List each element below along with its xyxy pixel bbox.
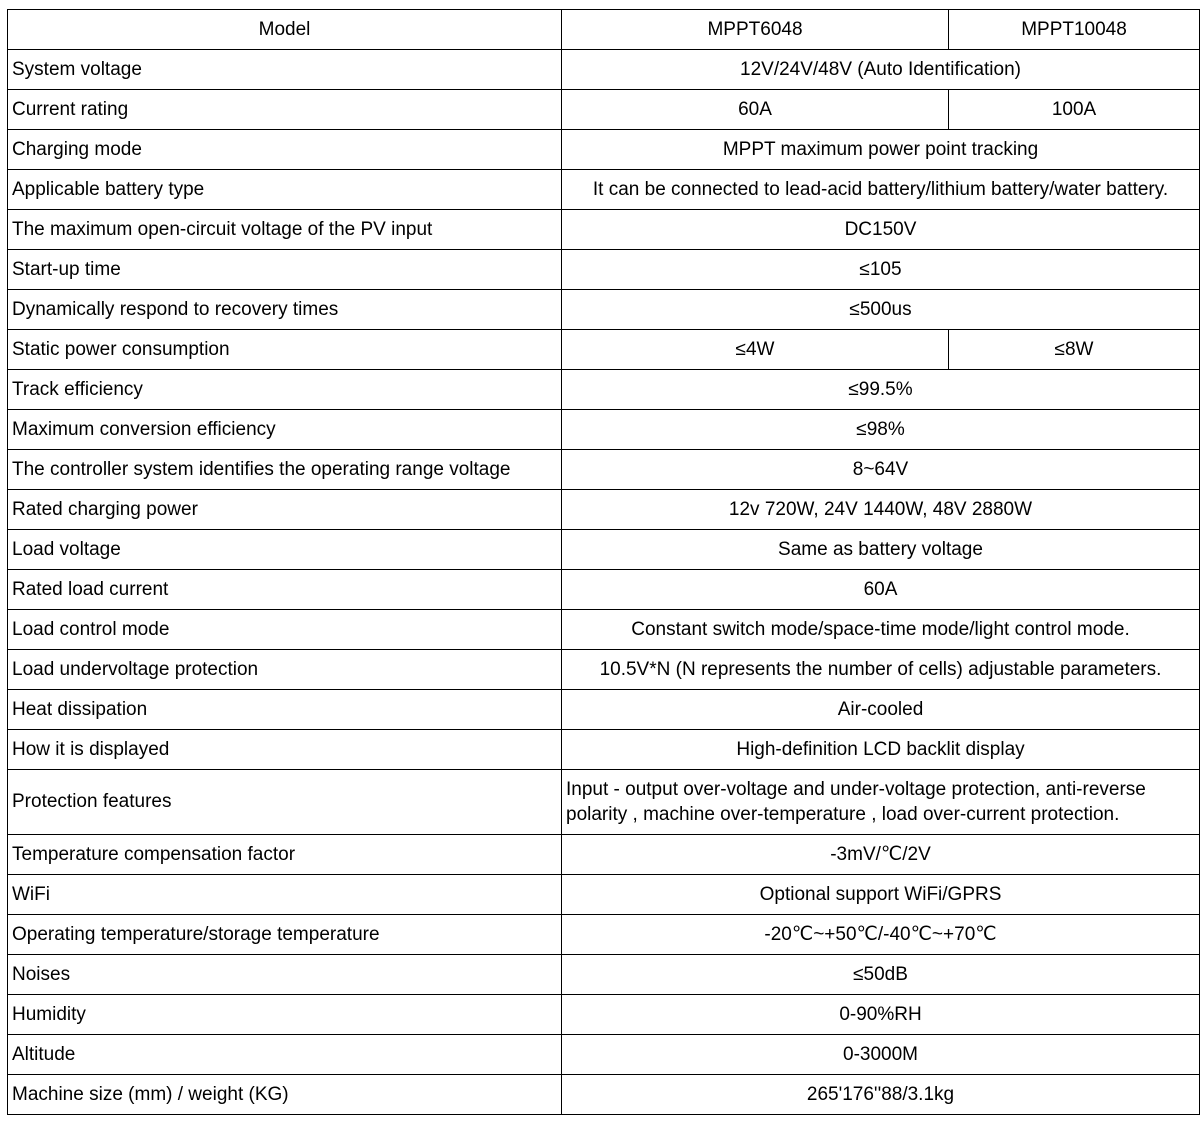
table-header-row bbox=[8, 10, 1200, 50]
row-label: Protection features bbox=[8, 770, 562, 835]
row-value: 8~64V bbox=[562, 450, 1200, 490]
row-label: Current rating bbox=[8, 90, 562, 130]
table-row bbox=[8, 835, 1200, 875]
model-b-header: MPPT10048 bbox=[949, 10, 1200, 50]
row-label: Machine size (mm) / weight (KG) bbox=[8, 1075, 562, 1115]
row-value: ≤500us bbox=[562, 290, 1200, 330]
row-label: Rated charging power bbox=[8, 490, 562, 530]
row-label: Rated load current bbox=[8, 570, 562, 610]
row-label: Heat dissipation bbox=[8, 690, 562, 730]
row-value: ≤99.5% bbox=[562, 370, 1200, 410]
row-value: -20℃~+50℃/-40℃~+70℃ bbox=[562, 915, 1200, 955]
row-label: Temperature compensation factor bbox=[8, 835, 562, 875]
table-row bbox=[8, 90, 1200, 130]
row-value: Input - output over-voltage and under-voltage protection, anti-reverse polarity , machine over-temperature , load over-current protection. bbox=[562, 770, 1200, 835]
table-row bbox=[8, 330, 1200, 370]
table-row bbox=[8, 490, 1200, 530]
row-label: Applicable battery type bbox=[8, 170, 562, 210]
row-label: Track efficiency bbox=[8, 370, 562, 410]
row-value-model-b: ≤8W bbox=[949, 330, 1200, 370]
row-label: Humidity bbox=[8, 995, 562, 1035]
table-row bbox=[8, 170, 1200, 210]
table-row bbox=[8, 370, 1200, 410]
row-label: Noises bbox=[8, 955, 562, 995]
row-label: Static power consumption bbox=[8, 330, 562, 370]
row-value: Same as battery voltage bbox=[562, 530, 1200, 570]
row-value: DC150V bbox=[562, 210, 1200, 250]
row-label: Load undervoltage protection bbox=[8, 650, 562, 690]
row-value: It can be connected to lead-acid battery/lithium battery/water battery. bbox=[562, 170, 1200, 210]
table-row bbox=[8, 570, 1200, 610]
table-row bbox=[8, 50, 1200, 90]
table-row bbox=[8, 770, 1200, 835]
row-value: ≤98% bbox=[562, 410, 1200, 450]
row-label: The controller system identifies the operating range voltage bbox=[8, 450, 562, 490]
table-row bbox=[8, 530, 1200, 570]
row-value-model-a: ≤4W bbox=[562, 330, 949, 370]
table-row bbox=[8, 130, 1200, 170]
table-row bbox=[8, 875, 1200, 915]
row-label: The maximum open-circuit voltage of the PV input bbox=[8, 210, 562, 250]
table-row bbox=[8, 690, 1200, 730]
table-row bbox=[8, 915, 1200, 955]
row-value: 265'176''88/3.1kg bbox=[562, 1075, 1200, 1115]
row-value: ≤105 bbox=[562, 250, 1200, 290]
table-row bbox=[8, 1075, 1200, 1115]
model-header-label: Model bbox=[8, 10, 562, 50]
table-row bbox=[8, 995, 1200, 1035]
row-label: How it is displayed bbox=[8, 730, 562, 770]
row-value: Optional support WiFi/GPRS bbox=[562, 875, 1200, 915]
model-a-header: MPPT6048 bbox=[562, 10, 949, 50]
row-label: Start-up time bbox=[8, 250, 562, 290]
table-row bbox=[8, 610, 1200, 650]
row-label: WiFi bbox=[8, 875, 562, 915]
row-value: 0-3000M bbox=[562, 1035, 1200, 1075]
table-row bbox=[8, 450, 1200, 490]
row-value: 10.5V*N (N represents the number of cells) adjustable parameters. bbox=[562, 650, 1200, 690]
row-value: -3mV/℃/2V bbox=[562, 835, 1200, 875]
table-row bbox=[8, 290, 1200, 330]
row-value: 0-90%RH bbox=[562, 995, 1200, 1035]
row-value: Constant switch mode/space-time mode/light control mode. bbox=[562, 610, 1200, 650]
row-value: ≤50dB bbox=[562, 955, 1200, 995]
row-value: 12V/24V/48V (Auto Identification) bbox=[562, 50, 1200, 90]
row-label: Load control mode bbox=[8, 610, 562, 650]
table-row bbox=[8, 1035, 1200, 1075]
table-row bbox=[8, 650, 1200, 690]
row-label: System voltage bbox=[8, 50, 562, 90]
row-value: 12v 720W, 24V 1440W, 48V 2880W bbox=[562, 490, 1200, 530]
row-value: 60A bbox=[562, 570, 1200, 610]
table-row bbox=[8, 210, 1200, 250]
row-value-model-b: 100A bbox=[949, 90, 1200, 130]
row-label: Altitude bbox=[8, 1035, 562, 1075]
row-value-model-a: 60A bbox=[562, 90, 949, 130]
spec-table bbox=[7, 9, 1200, 1115]
row-label: Maximum conversion efficiency bbox=[8, 410, 562, 450]
row-value: High-definition LCD backlit display bbox=[562, 730, 1200, 770]
row-value: Air-cooled bbox=[562, 690, 1200, 730]
table-row bbox=[8, 410, 1200, 450]
table-row bbox=[8, 730, 1200, 770]
row-value: MPPT maximum power point tracking bbox=[562, 130, 1200, 170]
row-label: Charging mode bbox=[8, 130, 562, 170]
row-label: Operating temperature/storage temperature bbox=[8, 915, 562, 955]
table-row bbox=[8, 250, 1200, 290]
row-label: Dynamically respond to recovery times bbox=[8, 290, 562, 330]
row-label: Load voltage bbox=[8, 530, 562, 570]
table-row bbox=[8, 955, 1200, 995]
